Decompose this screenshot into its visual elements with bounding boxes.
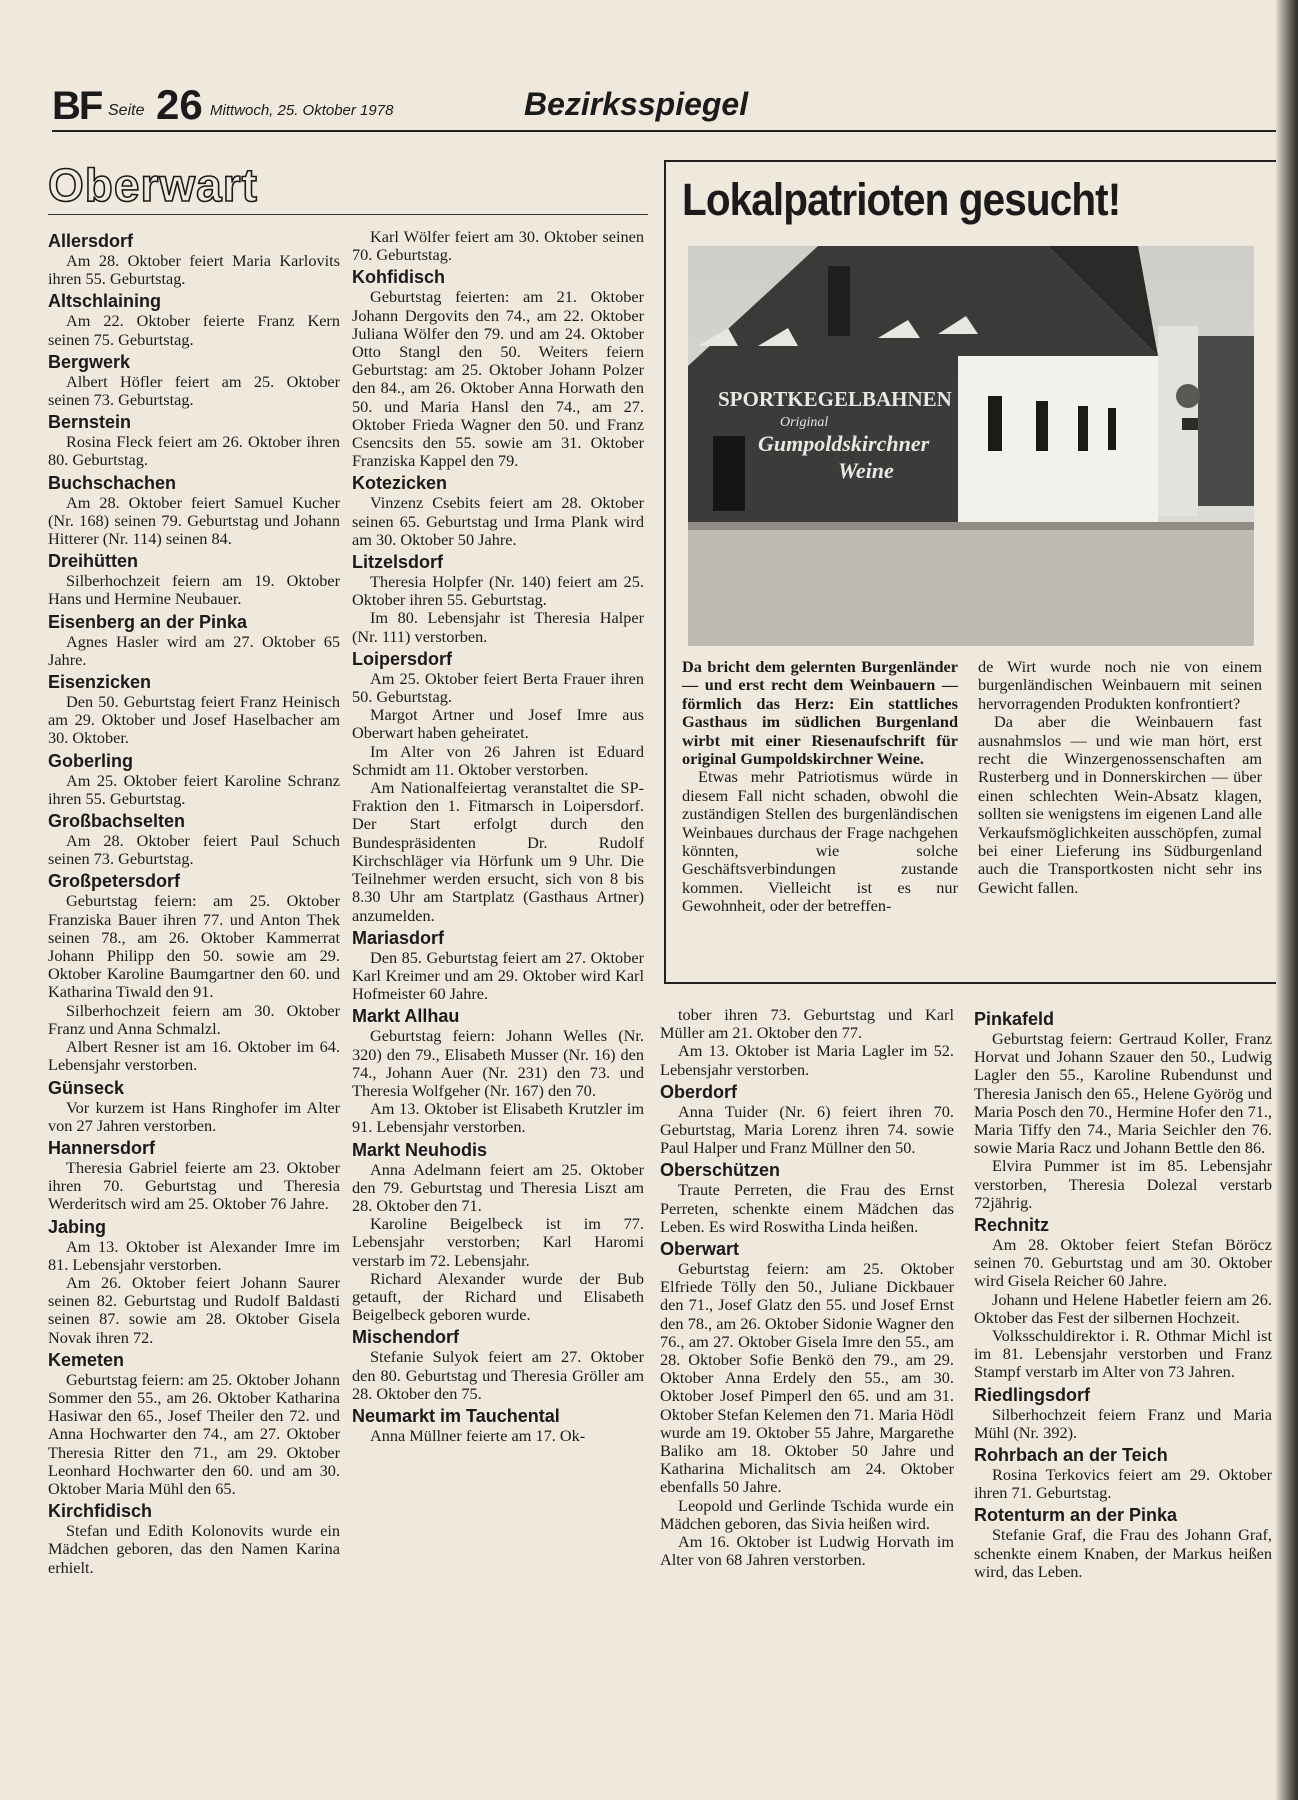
notice-paragraph: Silberhochzeit feiern am 19. Oktober Hans und Hermine Neubauer. <box>48 571 340 609</box>
locality-heading: Goberling <box>48 750 133 771</box>
locality-heading: Riedlingsdorf <box>974 1384 1090 1405</box>
notice-paragraph: Stefanie Sulyok feiert am 27. Oktober den 80. Geburtstag und Theresia Gröller am 28. Oktober den 75. <box>352 1347 644 1403</box>
feature-text-left <box>682 658 958 916</box>
locality-heading: Großbachselten <box>48 811 186 832</box>
masthead <box>52 81 1280 132</box>
notice-paragraph: Stefanie Graf, die Frau des Johann Graf, schenkte einem Knaben, der Markus heißen wird, das Leben. <box>974 1525 1272 1581</box>
notice-paragraph: Volksschuldirektor i. R. Othmar Michl ist im 81. Lebensjahr verstorben und Franz Stampf verstarb im Alter von 73 Jahren. <box>974 1326 1272 1382</box>
notice-paragraph: Geburtstag feiern: Johann Welles (Nr. 320) den 79., Elisabeth Musser (Nr. 16) den 74., Johann Auer (Nr. 231) den 73. und Theresia Wolfgeher (Nr. 167) den 70. <box>352 1026 644 1100</box>
column-4 <box>974 1006 1272 1581</box>
notice-paragraph: Margot Artner und Josef Imre aus Oberwart haben geheiratet. <box>352 705 644 743</box>
notice-paragraph: Albert Höfler feiert am 25. Oktober seinen 73. Geburtstag. <box>48 371 340 410</box>
feature-box <box>664 160 1278 984</box>
notice-paragraph: Am Nationalfeiertag veranstaltet die SP-Fraktion den 1. Fitmarsch in Loipersdorf. Der Start erfolgt durch den Bundespräsidenten Dr. Rudolf Kirchschläger via Hörfunk um 9 Uhr. Die Teilnehmer werden ersucht, sich von 8 bis 8.30 Uhr am Startplatz (Gasthaus Artner) anzumelden. <box>352 778 644 925</box>
locality-heading: Kohfidisch <box>352 267 445 288</box>
locality-heading: Pinkafeld <box>974 1009 1055 1029</box>
feature-headline: Lokalpatrioten gesucht! <box>682 174 1121 225</box>
page-edge <box>1276 0 1298 1800</box>
notice-paragraph: Silberhochzeit feiern am 30. Oktober Franz und Anna Schmalzl. <box>48 1000 340 1038</box>
notice-paragraph: Im Alter von 26 Jahren ist Eduard Schmidt am 11. Oktober verstorben. <box>352 741 644 779</box>
feature-lead: Da bricht dem gelernten Burgenländer — und erst recht dem Weinbauern — förmlich das Herz: Ein stattliches Gasthaus im südlichen Burgenland wirbt mit einer Riesenaufschrift für original Gumpoldskirchner Weine. <box>682 657 958 769</box>
notice-paragraph: Vinzenz Csebits feiert am 28. Oktober seinen 65. Geburtstag und Irma Plank wird am 30. Oktober 50 Jahre. <box>352 493 644 549</box>
feature-right-paragraph-2: Da aber die Weinbauern fast ausnahmslos — und wie man hört, erst recht die Winzergenossenschaften am Rusterberg und in Donnerskirchen — über einen schlechten Wein-Absatz klagen, sollten sie wenigstens im eigenen Land alle Verkaufsmöglichkeiten ausschöpfen, zumal bei einer Lieferung ins Südburgenland auch die Transportkosten nicht sehr ins Gewicht fallen. <box>978 712 1262 897</box>
locality-heading: Großpetersdorf <box>48 871 181 892</box>
locality-heading: Loipersdorf <box>352 648 453 669</box>
notice-paragraph: Am 28. Oktober feiert Paul Schuch seinen 73. Geburtstag. <box>48 831 340 869</box>
notice-paragraph: Leopold und Gerlinde Tschida wurde ein Mädchen geboren, das Sivia heißen wird. <box>660 1495 954 1533</box>
locality-heading: Mischendorf <box>352 1327 460 1348</box>
locality-heading: Neumarkt im Tauchental <box>352 1405 560 1426</box>
notice-paragraph: Am 25. Oktober feiert Berta Frauer ihren 50. Geburtstag. <box>352 668 644 707</box>
notice-paragraph: Vor kurzem ist Hans Ringhofer im Alter von 27 Jahren verstorben. <box>48 1097 340 1135</box>
notice-paragraph: tober ihren 73. Geburtstag und Karl Müller am 21. Oktober den 77. <box>660 1005 954 1043</box>
notice-paragraph: Anna Adelmann feiert am 25. Oktober den 79. Geburtstag und Theresia Liszt am 28. Oktober den 71. <box>352 1159 644 1215</box>
notice-paragraph: Richard Alexander wurde der Bub getauft, der Richard und Elisabeth Beigelbeck geboren wurde. <box>352 1268 644 1325</box>
notice-paragraph: Am 28. Oktober feiert Stefan Böröcz seinen 70. Geburtstag und am 30. Oktober wird Gisela Reicher 60 Jahre. <box>974 1235 1272 1291</box>
notice-paragraph: Theresia Gabriel feierte am 23. Oktober ihren 70. Geburtstag und Theresia Werderitsch wird am 25. Oktober 76 Jahre. <box>48 1157 340 1214</box>
locality-heading: Kemeten <box>48 1349 125 1370</box>
locality-heading: Rotenturm an der Pinka <box>974 1505 1178 1526</box>
notice-paragraph: Am 22. Oktober feierte Franz Kern seinen 75. Geburtstag. <box>48 311 340 349</box>
inn-building-illustration <box>688 246 1254 646</box>
notice-paragraph: Am 13. Oktober ist Alexander Imre im 81. Lebensjahr verstorben. <box>48 1236 340 1274</box>
column-3 <box>660 1006 954 1569</box>
page-number: 26 <box>156 81 203 128</box>
locality-heading: Altschlaining <box>48 291 162 312</box>
sign-line-2: Original <box>780 415 829 430</box>
feature-text-right <box>978 658 1262 897</box>
locality-heading: Eisenzicken <box>48 672 152 693</box>
notice-paragraph: Rosina Terkovics feiert am 29. Oktober ihren 71. Geburtstag. <box>974 1465 1272 1503</box>
notice-paragraph: Am 28. Oktober feiert Maria Karlovits ihren 55. Geburtstag. <box>48 251 340 289</box>
locality-heading: Oberschützen <box>660 1160 781 1181</box>
notice-paragraph: Karl Wölfer feiert am 30. Oktober seinen 70. Geburtstag. <box>352 227 644 265</box>
notice-paragraph: Agnes Hasler wird am 27. Oktober 65 Jahre. <box>48 631 340 669</box>
locality-heading: Dreihütten <box>48 551 138 572</box>
notice-paragraph: Traute Perreten, die Frau des Ernst Perreten, schenkte einem Mädchen das Leben. Es wird Roswitha Linda heißen. <box>660 1180 954 1236</box>
locality-heading: Jabing <box>48 1216 107 1237</box>
notice-paragraph: Im 80. Lebensjahr ist Theresia Halper (Nr. 111) verstorben. <box>352 608 644 646</box>
locality-heading: Kirchfidisch <box>48 1501 153 1522</box>
page-label: Seite <box>108 102 145 119</box>
notice-paragraph: Anna Tuider (Nr. 6) feiert ihren 70. Geburtstag, Maria Lorenz ihren 74. sowie Paul Halper und Franz Müllner den 50. <box>660 1101 954 1158</box>
notice-paragraph: Den 85. Geburtstag feiert am 27. Oktober Karl Kreimer und am 29. Oktober wird Karl Hofmeister 60 Jahre. <box>352 947 644 1004</box>
locality-heading: Kotezicken <box>352 473 448 494</box>
notice-paragraph: Albert Resner ist am 16. Oktober im 64. Lebensjahr verstorben. <box>48 1037 340 1075</box>
locality-heading: Mariasdorf <box>352 927 445 948</box>
notice-paragraph: Am 28. Oktober feiert Samuel Kucher (Nr. 168) seinen 79. Geburtstag und Johann Hitterer (Nr. 114) seinen 84. <box>48 492 340 549</box>
column-2 <box>352 228 644 1445</box>
locality-heading: Oberwart <box>660 1239 740 1260</box>
feature-right-paragraph-1: de Wirt wurde noch nie von einem burgenländischen Weinbauern mit seinen hervorragenden Produkten konfrontiert? <box>978 657 1262 713</box>
notice-paragraph: Anna Müllner feierte am 17. Ok- <box>370 1425 586 1445</box>
sign-line-3: Gumpoldskirchner <box>758 431 930 456</box>
notice-paragraph: Geburtstag feiern: am 25. Oktober Johann Sommer den 55., am 26. Oktober Katharina Hasiwar den 65., Josef Theiler den 72. und Anna Hochwarter den 74., am 27. Oktober Theresia Ritter den 71., am 29. Oktober Leonhard Hochwarter den 60. und am 30. Oktober Maria Mühl den 65. <box>48 1369 340 1498</box>
notice-paragraph: Silberhochzeit feiern Franz und Maria Mühl (Nr. 392). <box>974 1404 1272 1442</box>
locality-heading: Eisenberg an der Pinka <box>48 611 248 632</box>
notice-paragraph: Am 26. Oktober feiert Johann Saurer seinen 82. Geburtstag und Rudolf Baldasti seinen 87. sowie am 28. Oktober Gisela Novak ihren 72. <box>48 1272 340 1347</box>
locality-heading: Oberdorf <box>660 1081 738 1102</box>
section-title: Bezirksspiegel <box>524 86 749 122</box>
notice-paragraph: Am 13. Oktober ist Maria Lagler im 52. Lebensjahr verstorben. <box>660 1041 954 1079</box>
locality-heading: Hannersdorf <box>48 1137 156 1158</box>
locality-heading: Bernstein <box>48 412 132 433</box>
locality-heading: Rohrbach an der Teich <box>974 1445 1168 1466</box>
notice-paragraph: Johann und Helene Habetler feiern am 26. Oktober das Fest der silbernen Hochzeit. <box>974 1289 1272 1327</box>
locality-heading: Allersdorf <box>48 231 134 251</box>
locality-heading: Litzelsdorf <box>352 552 444 573</box>
notice-paragraph: Am 13. Oktober ist Elisabeth Krutzler im 91. Lebensjahr verstorben. <box>352 1099 644 1137</box>
locality-heading: Rechnitz <box>974 1215 1050 1236</box>
notice-paragraph: Theresia Holpfer (Nr. 140) feiert am 25. Oktober ihren 55. Geburtstag. <box>352 572 644 610</box>
column-1 <box>48 228 340 1577</box>
notice-paragraph: Rosina Fleck feiert am 26. Oktober ihren 80. Geburtstag. <box>48 432 340 470</box>
sign-line-1: SPORTKEGELBAHNEN <box>718 387 952 411</box>
notice-paragraph: Geburtstag feiern: am 25. Oktober Franziska Bauer ihren 77. und Anton Thek seinen 78., am 26. Oktober Kammerrat Johann Philipp den 50. sowie am 29. Oktober Karoline Baumgartner den 60. und Katharina Tiwald den 91. <box>48 891 340 1002</box>
locality-heading: Markt Neuhodis <box>352 1139 488 1160</box>
region-title <box>48 160 648 215</box>
notice-paragraph: Am 16. Oktober ist Ludwig Horvath im Alter von 68 Jahren verstorben. <box>660 1532 954 1570</box>
notice-paragraph: Geburtstag feierten: am 21. Oktober Johann Dergovits den 74., am 22. Oktober Juliana Wölfer den 79. und am 24. Oktober Otto Stangl den 50. Weiters feiern Geburtstag: am 25. Oktober Johann Polzer den 84., am 26. Oktober Anna Horwath den 50. und Maria Hansl den 74., am 27. Oktober Frieda Wagner den 50. und Franz Csencsits den 55. sowie am 31. Oktober Franziska Kappel den 79. <box>352 287 644 471</box>
feature-left-paragraph: Etwas mehr Patriotismus würde in diesem Fall nicht schaden, obwohl die zuständigen Stellen des burgenländischen Weinbaues durchaus der Frage nachgehen könnten, wie solche Geschäftsverbindungen zustande kommen. Vielleicht ist es nur Gewohnheit, oder der betreffen- <box>682 767 958 916</box>
inn-photo <box>688 246 1254 646</box>
newspaper-logo: BF <box>52 84 102 128</box>
locality-heading: Buchschachen <box>48 472 177 493</box>
notice-paragraph: Den 50. Geburtstag feiert Franz Heinisch am 29. Oktober und Josef Haselbacher am 30. Oktober. <box>48 692 340 748</box>
sign-line-4: Weine <box>838 458 894 483</box>
locality-heading: Bergwerk <box>48 351 131 372</box>
notice-paragraph: Stefan und Edith Kolonovits wurde ein Mädchen geboren, das den Namen Karina erhielt. <box>48 1521 340 1577</box>
notice-paragraph: Elvira Pummer ist im 85. Lebensjahr verstorben, Theresia Dolezal verstarb 72jährig. <box>974 1156 1272 1212</box>
locality-heading: Günseck <box>48 1077 125 1098</box>
locality-heading: Markt Allhau <box>352 1006 460 1027</box>
notice-paragraph: Karoline Beigelbeck ist im 77. Lebensjahr verstorben; Karl Haromi verstarb im 72. Lebensjahr. <box>352 1214 644 1270</box>
notice-paragraph: Am 25. Oktober feiert Karoline Schranz ihren 55. Geburtstag. <box>48 770 340 808</box>
issue-date: Mittwoch, 25. Oktober 1978 <box>210 102 394 119</box>
notice-paragraph: Geburtstag feiern: Gertraud Koller, Franz Horvat und Johann Szauer den 50., Ludwig Lagler den 55., Karoline Rubendunst und Theresia Janisch den 65., Helene Györög und Maria Posch den 70., Hermine Hofer den 71., Maria Tiffy den 74., Maria Seichler den 76. sowie Maria Racz und Johann Bettle den 86. <box>974 1029 1272 1158</box>
region-title-text: Oberwart <box>48 159 258 211</box>
notice-paragraph: Geburtstag feiern: am 25. Oktober Elfriede Tölly den 50., Juliane Dickbauer den 71., Josef Glatz den 55. und Josef Ernst den 78., am 26. Oktober Sidonie Wagner den 76., am 27. Oktober Gisela Imre den 55., am 28. Oktober Sofie Benkö den 79., am 29. Oktober Anna Erdely den 55., am 30. Oktober Josef Pimperl den 65. und am 31. Oktober Stefan Kelemen den 71. Maria Hödl wurde am 19. Oktober 55 Jahre, Margarethe Baliko am 18. Oktober 50 Jahre und Katharina Michalitsch am 24. Oktober ebenfalls 50 Jahre. <box>660 1259 954 1497</box>
